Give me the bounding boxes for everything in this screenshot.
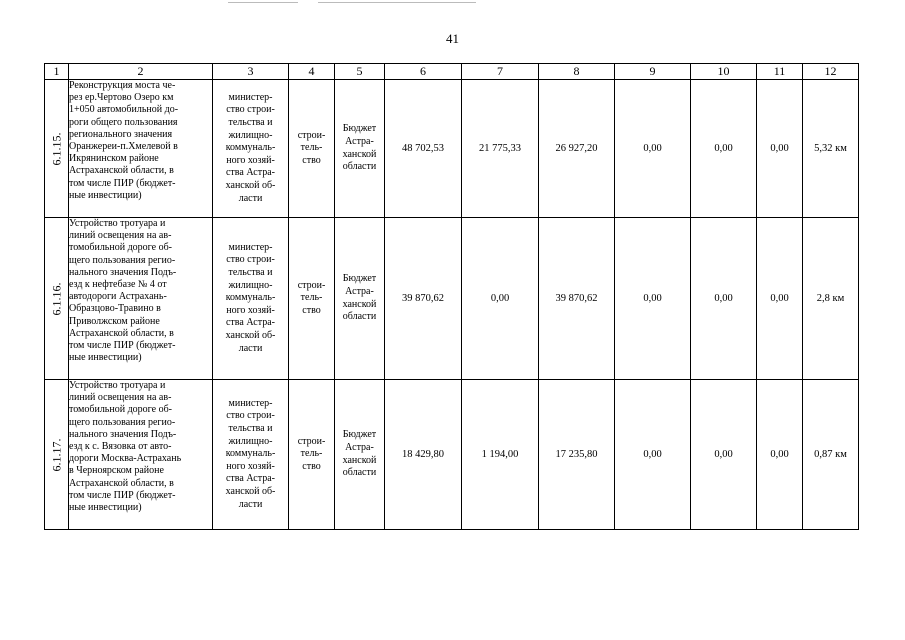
column-header: 5 bbox=[335, 64, 385, 80]
value-cell-col8: 26 927,20 bbox=[539, 80, 615, 218]
value-cell-col10: 0,00 bbox=[691, 380, 757, 530]
column-header: 12 bbox=[803, 64, 859, 80]
funding-source: Бюджет Астра- ханской области bbox=[335, 218, 385, 380]
capacity-cell: 5,32 км bbox=[803, 80, 859, 218]
value-cell-col11: 0,00 bbox=[757, 380, 803, 530]
value-cell-col6: 18 429,80 bbox=[385, 380, 462, 530]
header-row bbox=[45, 64, 859, 80]
column-header: 1 bbox=[45, 64, 69, 80]
value-cell-col10: 0,00 bbox=[691, 80, 757, 218]
row-number-cell bbox=[45, 380, 69, 530]
value-cell-col9: 0,00 bbox=[615, 80, 691, 218]
column-header: 11 bbox=[757, 64, 803, 80]
row-number: 6.1.15. bbox=[49, 132, 63, 165]
value-cell-col6: 48 702,53 bbox=[385, 80, 462, 218]
column-header: 4 bbox=[289, 64, 335, 80]
column-header: 10 bbox=[691, 64, 757, 80]
value-cell-col10: 0,00 bbox=[691, 218, 757, 380]
capacity-cell: 0,87 км bbox=[803, 380, 859, 530]
table-row bbox=[45, 218, 859, 380]
table-row bbox=[45, 80, 859, 218]
row-number: 6.1.16. bbox=[49, 282, 63, 315]
scan-artifact-line bbox=[318, 2, 476, 3]
responsible-executor: министер- ство строи- тельства и жилищно- коммуналь- ного хозяй- ства Астра- ханской об- ласти bbox=[213, 380, 289, 530]
funding-source: Бюджет Астра- ханской области bbox=[335, 80, 385, 218]
column-header: 7 bbox=[462, 64, 539, 80]
work-stage: строи- тель- ство bbox=[289, 380, 335, 530]
value-cell-col8: 39 870,62 bbox=[539, 218, 615, 380]
value-cell-col6: 39 870,62 bbox=[385, 218, 462, 380]
work-stage: строи- тель- ство bbox=[289, 80, 335, 218]
row-number-cell bbox=[45, 80, 69, 218]
column-header: 8 bbox=[539, 64, 615, 80]
column-header: 9 bbox=[615, 64, 691, 80]
row-number-cell bbox=[45, 218, 69, 380]
responsible-executor: министер- ство строи- тельства и жилищно- коммуналь- ного хозяй- ства Астра- ханской об- ласти bbox=[213, 218, 289, 380]
value-cell-col9: 0,00 bbox=[615, 380, 691, 530]
project-description: Устройство тротуара и линий освещения на ав- томобильной дороге об- щего пользования регио- нального значения Подъ- езд к с. Вязовка от авто- дороги Москва-Астрахань в Черноярском районе Астраханской области, в том числе ПИР (бюджет- ные инвестиции) bbox=[69, 380, 213, 530]
funding-source: Бюджет Астра- ханской области bbox=[335, 380, 385, 530]
value-cell-col7: 21 775,33 bbox=[462, 80, 539, 218]
project-description: Устройство тротуара и линий освещения на ав- томобильной дороге об- щего пользования регио- нального значения Подъ- езд к нефтебазе № 4 от автодороги Астрахань- Образцово-Травино в Приволжском районе Астраханской области, в том числе ПИР (бюджет- ные инвестиции) bbox=[69, 218, 213, 380]
responsible-executor: министер- ство строи- тельства и жилищно- коммуналь- ного хозяй- ства Астра- ханской об- ласти bbox=[213, 80, 289, 218]
column-header: 6 bbox=[385, 64, 462, 80]
project-description: Реконструкция моста че- рез ер.Чертово Озеро км 1+050 автомобильной до- роги общего пользования регионального значения Оранжереи-п.Хмелевой в Икрянинском районе Астраханской области, в том числе ПИР (бюджет- ные инвестиции) bbox=[69, 80, 213, 218]
value-cell-col8: 17 235,80 bbox=[539, 380, 615, 530]
value-cell-col9: 0,00 bbox=[615, 218, 691, 380]
scan-artifact-line bbox=[228, 2, 298, 3]
value-cell-col7: 1 194,00 bbox=[462, 380, 539, 530]
column-header: 2 bbox=[69, 64, 213, 80]
budget-table bbox=[44, 63, 859, 530]
value-cell-col7: 0,00 bbox=[462, 218, 539, 380]
row-number: 6.1.17. bbox=[49, 438, 63, 471]
table-row bbox=[45, 380, 859, 530]
page-number: 41 bbox=[446, 31, 459, 46]
column-header: 3 bbox=[213, 64, 289, 80]
work-stage: строи- тель- ство bbox=[289, 218, 335, 380]
value-cell-col11: 0,00 bbox=[757, 80, 803, 218]
value-cell-col11: 0,00 bbox=[757, 218, 803, 380]
capacity-cell: 2,8 км bbox=[803, 218, 859, 380]
